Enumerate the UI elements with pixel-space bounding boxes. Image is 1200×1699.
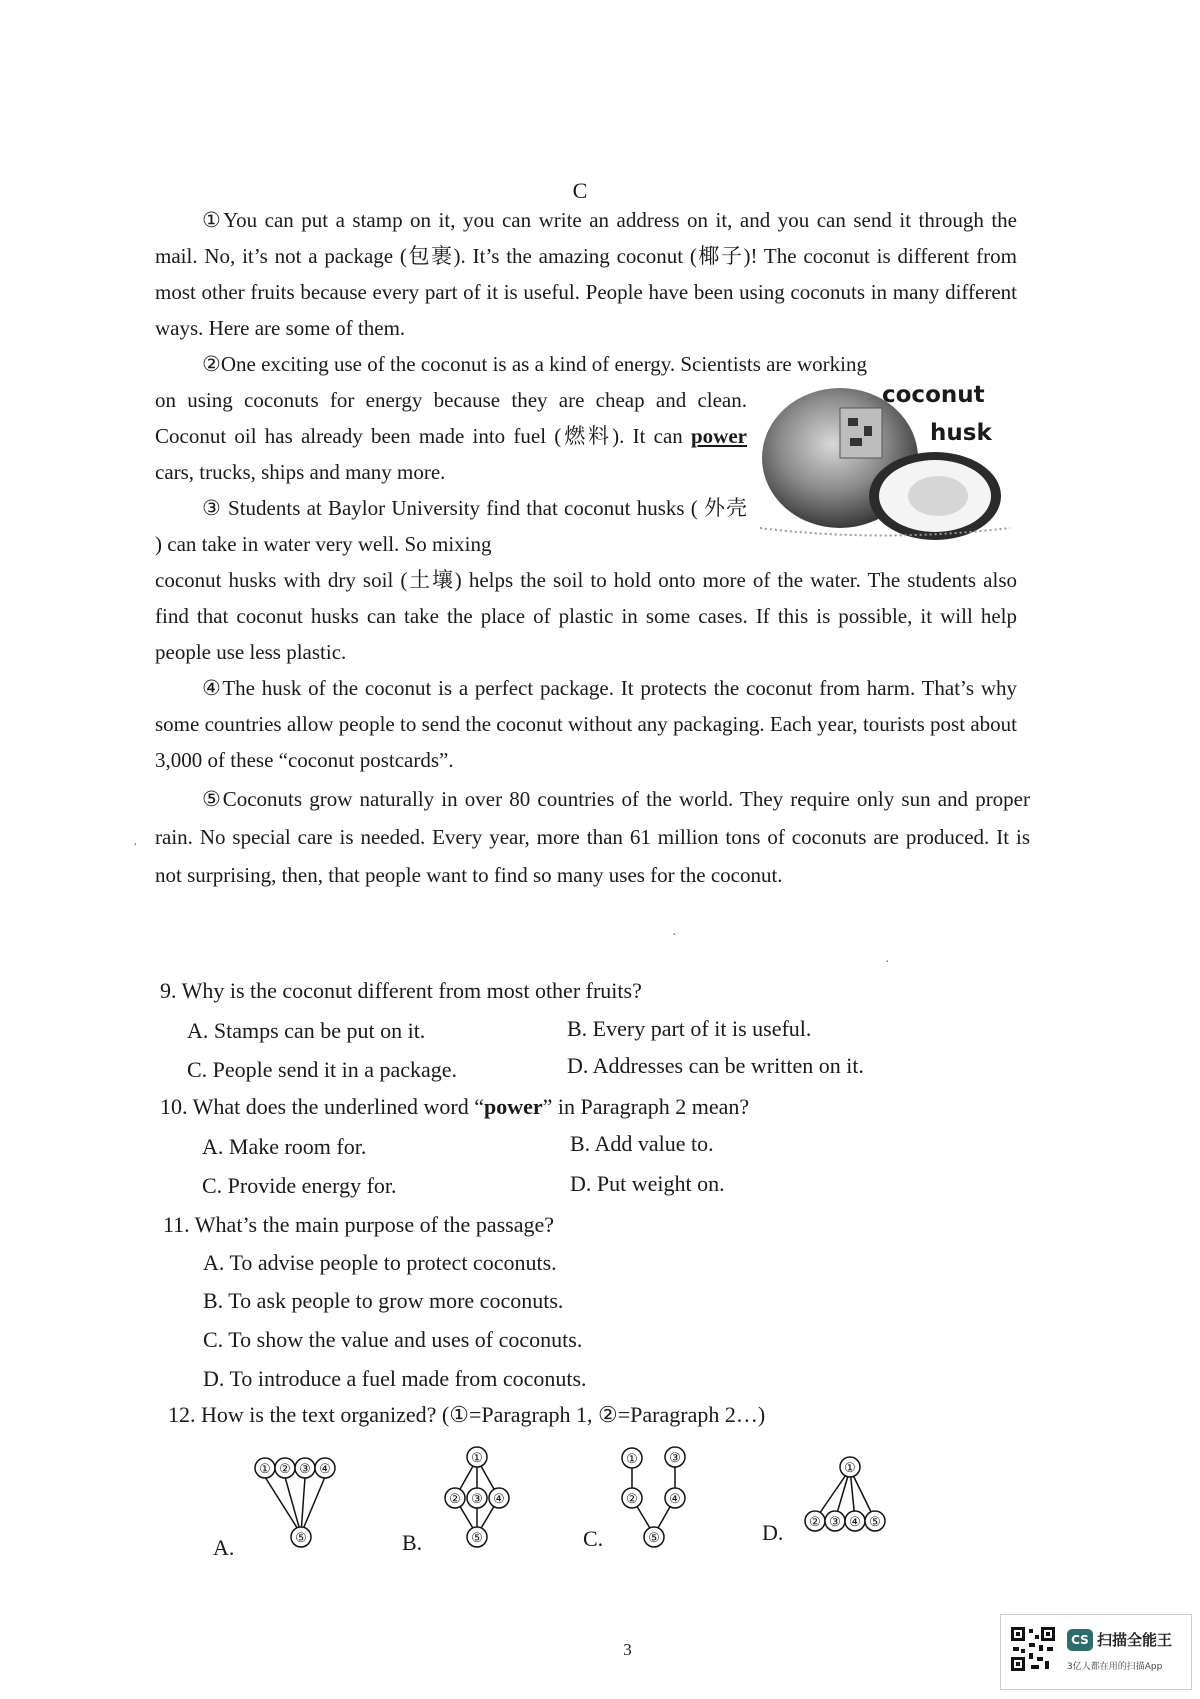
question-12-stem: 12. How is the text organized? (①=Paragraph 1, ②=Paragraph 2…) (168, 1402, 766, 1427)
diagram-b-node-2: ② (449, 1491, 461, 1506)
page-number: 3 (623, 1640, 632, 1659)
diagram-b-node-3: ③ (471, 1491, 483, 1506)
diagram-d-node-3: ③ (829, 1514, 841, 1529)
question-12-option-b-label: B. (402, 1530, 423, 1555)
diagram-d-node-1: ① (844, 1460, 856, 1475)
paragraph-2-power-post: cars, trucks, ships and many more. (155, 460, 446, 484)
question-11-option-c: C. To show the value and uses of coconuts. (203, 1327, 583, 1352)
diagram-c-node-4: ④ (669, 1491, 681, 1506)
scanner-app-badge (1000, 1614, 1192, 1690)
diagram-c-node-1: ① (626, 1451, 638, 1466)
structure-diagram-d (800, 1455, 910, 1540)
question-10-stem-word: power (484, 1094, 543, 1119)
section-letter: C (572, 178, 588, 203)
diagram-d-node-4: ④ (849, 1514, 861, 1529)
structure-diagram-c (617, 1445, 707, 1550)
diagram-b-node-1: ① (471, 1450, 483, 1465)
paragraph-2-text: on using coconuts for energy because they are cheap and clean. Coconut oil has already been made into fuel (燃料). (155, 388, 747, 448)
diagram-a-node-2: ② (279, 1461, 291, 1476)
scan-mark: · (672, 928, 677, 943)
diagram-d-node-2: ② (809, 1514, 821, 1529)
figure-label-husk: husk (930, 420, 992, 446)
question-10-stem-pre: 10. What does the underlined word “ (160, 1094, 485, 1119)
paragraph-1: ①You can put a stamp on it, you can write an address on it, and you can send it through the mail. No, it’s not a package (包裹). It’s the amazing coconut (椰子)! The coconut is different from most other fruits because every part of it is useful. People have been using coconuts in many different ways. Here are some of them. (155, 208, 1017, 340)
paragraph-2-line-1: ②One exciting use of the coconut is as a kind of energy. Scientists are working (202, 352, 867, 376)
question-12-option-a-label: A. (213, 1535, 235, 1560)
diagram-a-node-1: ① (259, 1461, 271, 1476)
figure-label-coconut: coconut (882, 382, 985, 408)
scan-mark: · (133, 838, 138, 853)
scanner-app-name: 扫描全能王 (1097, 1631, 1173, 1649)
question-12-option-c-label: C. (583, 1526, 604, 1551)
question-11-option-d: D. To introduce a fuel made from coconuts. (203, 1366, 587, 1391)
paragraph-5: ⑤Coconuts grow naturally in over 80 countries of the world. They require only sun and proper rain. No special care is needed. Every year, more than 61 million tons of coconuts are produced. It is not surprising, then, that people want to find so many uses for the coconut. (155, 787, 1030, 887)
paragraph-3-start: ③ Students at Baylor University find that coconut husks ( 外壳 ) can take in water very well. So mixing (155, 496, 747, 556)
paragraph-3-rest: coconut husks with dry soil (土壤) helps the soil to hold onto more of the water. The students also find that coconut husks can take the place of plastic in some cases. If this is possible, it will help people use less plastic. (155, 568, 1017, 664)
diagram-a-node-3: ③ (299, 1461, 311, 1476)
paragraph-2-power-pre: It can (632, 424, 691, 448)
structure-diagram-b (435, 1445, 535, 1550)
question-10-option-d: D. Put weight on. (570, 1171, 725, 1196)
question-9-stem: 9. Why is the coconut different from most other fruits? (160, 978, 642, 1003)
diagram-a-node-5: ⑤ (295, 1530, 307, 1545)
question-10-option-b: B. Add value to. (570, 1131, 714, 1156)
scanner-app-tagline: 3亿人都在用的扫描App (1067, 1662, 1163, 1672)
question-10-option-a: A. Make room for. (202, 1134, 367, 1159)
diagram-b-node-5: ⑤ (471, 1530, 483, 1545)
paragraph-2-rest (155, 382, 747, 490)
paragraph-4: ④The husk of the coconut is a perfect package. It protects the coconut from harm. That’s why some countries allow people to send the coconut without any packaging. Each year, tourists post about 3,000 of these “coconut postcards”. (155, 676, 1017, 772)
qr-code-icon (1009, 1625, 1057, 1673)
diagram-c-node-3: ③ (669, 1450, 681, 1465)
question-10-option-c: C. Provide energy for. (202, 1173, 397, 1198)
diagram-d-node-5: ⑤ (869, 1514, 881, 1529)
diagram-c-node-5: ⑤ (648, 1530, 660, 1545)
question-11-option-a: A. To advise people to protect coconuts. (203, 1250, 557, 1275)
question-9-option-c: C. People send it in a package. (187, 1057, 458, 1082)
question-12-option-d-label: D. (762, 1520, 784, 1545)
diagram-c-node-2: ② (626, 1491, 638, 1506)
question-10-stem-post: ” in Paragraph 2 mean? (542, 1094, 750, 1119)
scanner-logo-icon: CS (1067, 1629, 1093, 1651)
question-9-option-a: A. Stamps can be put on it. (187, 1018, 426, 1043)
diagram-a-node-4: ④ (319, 1461, 331, 1476)
question-11-stem: 11. What’s the main purpose of the passage? (163, 1212, 555, 1237)
question-10-stem (160, 1094, 749, 1120)
structure-diagram-a (248, 1455, 368, 1550)
scan-mark: · (885, 955, 890, 970)
question-11-option-b: B. To ask people to grow more coconuts. (203, 1288, 564, 1313)
underlined-word-power: power (691, 424, 747, 448)
question-9-option-b: B. Every part of it is useful. (567, 1016, 812, 1041)
question-9-option-d: D. Addresses can be written on it. (567, 1053, 864, 1078)
diagram-b-node-4: ④ (493, 1491, 505, 1506)
